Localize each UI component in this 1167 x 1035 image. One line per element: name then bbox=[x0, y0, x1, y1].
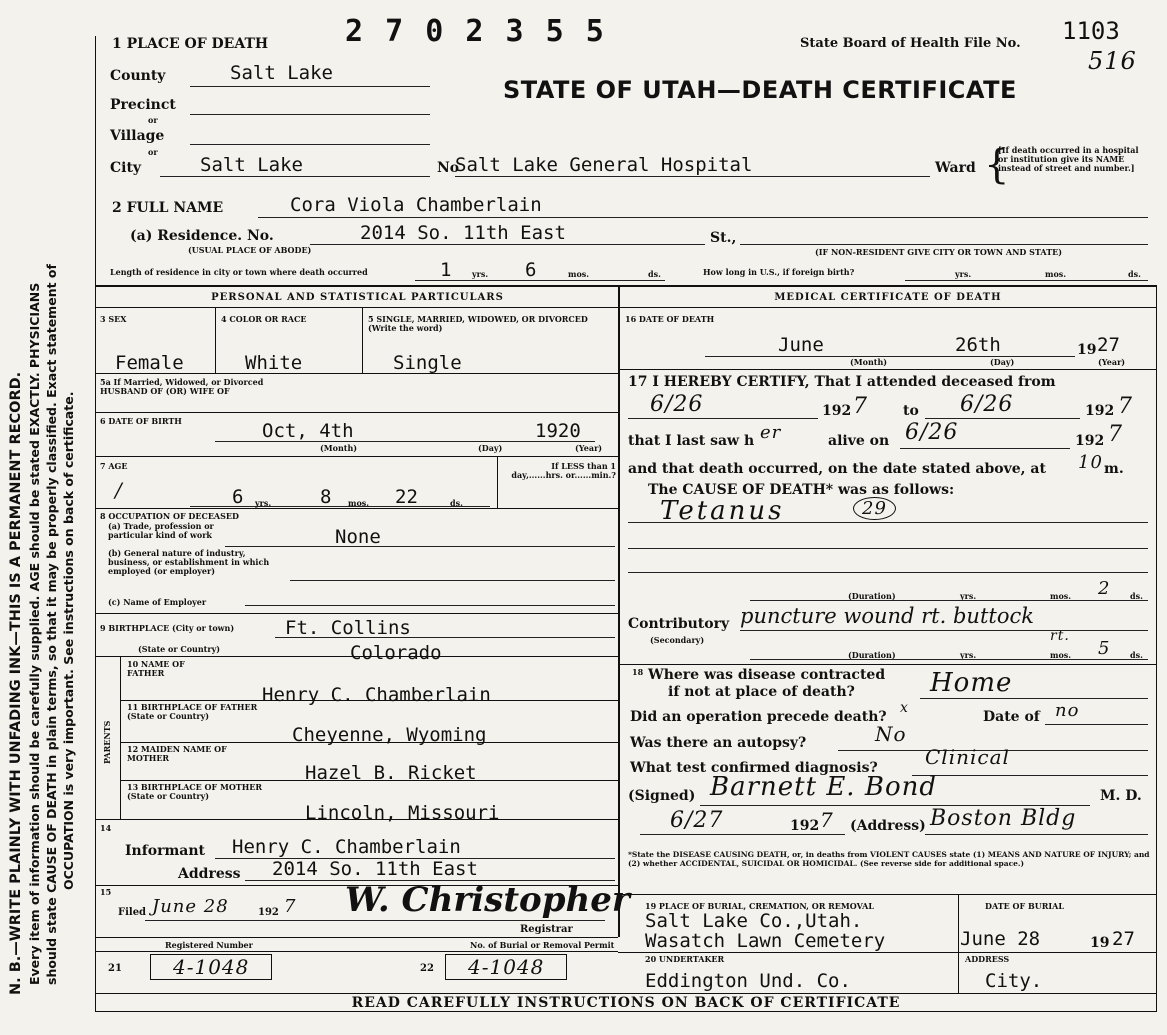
row-rule-1 bbox=[95, 373, 618, 374]
burial-date-label: DATE OF BURIAL bbox=[985, 901, 1064, 911]
duration-mos-1: mos. bbox=[1050, 591, 1072, 601]
nonres-note: (IF NON-RESIDENT GIVE CITY OR TOWN AND STATE) bbox=[815, 247, 1063, 257]
date-of-value: no bbox=[1055, 700, 1080, 721]
how-long-ds: ds. bbox=[1128, 269, 1141, 279]
hospital-value: Salt Lake General Hospital bbox=[455, 154, 753, 176]
full-name-label: 2 FULL NAME bbox=[112, 200, 224, 216]
outer-right-border bbox=[1156, 285, 1157, 1011]
footer-instructions: READ CAREFULLY INSTRUCTIONS ON BACK OF CERTIFICATE bbox=[351, 995, 901, 1011]
occupation-label: 8 OCCUPATION OF DECEASED bbox=[100, 511, 239, 521]
residence-value: 2014 So. 11th East bbox=[360, 222, 566, 244]
alive-date: 6/26 bbox=[905, 420, 959, 445]
autopsy-value: No bbox=[875, 722, 907, 746]
last-saw-hw: er bbox=[760, 422, 782, 443]
last-saw-label: that I last saw h bbox=[628, 433, 755, 449]
full-name-value: Cora Viola Chamberlain bbox=[290, 194, 542, 216]
address-line bbox=[925, 834, 1148, 835]
alive-on-label: alive on bbox=[828, 433, 890, 449]
med-rule-5 bbox=[95, 993, 1157, 994]
to-year: 7 bbox=[1118, 394, 1133, 419]
med-rule-2 bbox=[618, 664, 1157, 665]
contributory-value: puncture wound rt. buttock bbox=[740, 604, 1034, 628]
side-warning-line1: N. B.—WRITE PLAINLY WITH UNFADING INK—THIS IS A PERMANENT RECORD. bbox=[8, 371, 24, 995]
date-of-label: Date of bbox=[983, 709, 1040, 725]
test-line bbox=[912, 775, 1148, 776]
burial-date: June 28 bbox=[960, 928, 1041, 950]
signed-year: 7 bbox=[820, 808, 834, 832]
birthplace-city: Ft. Collins bbox=[285, 617, 411, 639]
item-15: 15 bbox=[100, 887, 112, 897]
color-divider bbox=[362, 307, 363, 373]
how-long-label: How long in U.S., if foreign birth? bbox=[703, 267, 855, 277]
operation-mark: x bbox=[900, 700, 909, 716]
color-value: White bbox=[245, 352, 303, 374]
where-value: Home bbox=[930, 668, 1013, 698]
dob-line bbox=[215, 441, 595, 442]
birthplace-state: Colorado bbox=[350, 642, 442, 664]
sex-value: Female bbox=[115, 352, 184, 374]
informant-value: Henry C. Chamberlain bbox=[232, 836, 461, 858]
attended-to: 6/26 bbox=[960, 392, 1014, 417]
city-value: Salt Lake bbox=[200, 154, 303, 176]
alive-year: 7 bbox=[1108, 422, 1123, 447]
outer-bottom-border bbox=[95, 1011, 1157, 1012]
age-check: / bbox=[115, 478, 123, 502]
burial-label: 19 PLACE OF BURIAL, CREMATION, OR REMOVAL bbox=[645, 901, 875, 911]
ward-label: Ward bbox=[935, 160, 976, 176]
md-label: M. D. bbox=[1100, 788, 1142, 804]
city-line bbox=[160, 176, 430, 177]
duration-value-1: 2 bbox=[1098, 578, 1111, 599]
from-year: 7 bbox=[853, 394, 868, 419]
duration-label-2: (Duration) bbox=[848, 650, 896, 660]
address-value: Boston Bldg bbox=[930, 806, 1077, 831]
county-line bbox=[190, 86, 430, 87]
contributory-line bbox=[740, 630, 1148, 631]
employer-label: (c) Name of Employer bbox=[108, 597, 207, 607]
how-long-line bbox=[905, 280, 1148, 281]
to-year-prefix: 192 bbox=[1085, 403, 1115, 419]
no-label: No bbox=[437, 160, 460, 176]
dob-label: 6 DATE OF BIRTH bbox=[100, 416, 182, 426]
cause-code: 29 bbox=[853, 497, 896, 520]
parents-label: PARENTS bbox=[102, 720, 112, 764]
length-mos-value: 6 bbox=[525, 259, 537, 281]
duration-value-2: 5 bbox=[1098, 638, 1111, 659]
city-label: City bbox=[110, 160, 142, 176]
age-mos-label: mos. bbox=[348, 498, 370, 508]
from-year-prefix: 192 bbox=[822, 403, 852, 419]
informant-label: Informant bbox=[125, 843, 205, 859]
row-rule-4 bbox=[95, 508, 618, 509]
age-yrs: 6 bbox=[232, 486, 244, 508]
ward-bracket: { bbox=[984, 142, 1010, 188]
undertaker-address-label: ADDRESS bbox=[965, 954, 1010, 964]
death-year: 27 bbox=[1097, 334, 1120, 356]
duration-yrs-1: yrs. bbox=[960, 591, 977, 601]
death-month: June bbox=[778, 334, 824, 356]
where-contracted-label: Where was disease contracted bbox=[648, 667, 886, 683]
residence-line bbox=[310, 244, 705, 245]
attended-from: 6/26 bbox=[650, 392, 704, 417]
heading-rule-left bbox=[95, 307, 618, 308]
birthplace-line bbox=[275, 637, 615, 638]
section-center-rule bbox=[618, 285, 620, 937]
father-label: 10 NAME OF FATHER bbox=[127, 659, 185, 678]
death-occurred-label: and that death occurred, on the date stated above, at bbox=[628, 461, 1046, 477]
dob-year: 1920 bbox=[535, 420, 581, 442]
color-label: 4 COLOR OR RACE bbox=[221, 314, 307, 324]
precinct-line bbox=[190, 114, 430, 115]
village-line bbox=[190, 144, 430, 145]
row-rule-5 bbox=[95, 613, 618, 614]
precinct-label: Precinct bbox=[110, 97, 176, 113]
length-line bbox=[415, 280, 665, 281]
county-label: County bbox=[110, 68, 166, 84]
county-value: Salt Lake bbox=[230, 62, 333, 84]
filed-year-prefix: 192 bbox=[258, 907, 279, 918]
side-warning-line2: Every item of information should be carefully supplied. AGE should be stated EXACTLY. PHYSICIANS bbox=[27, 282, 42, 985]
contributory-value-2: rt. bbox=[1050, 628, 1070, 644]
cause-label: The CAUSE OF DEATH* was as follows: bbox=[648, 482, 955, 498]
death-month-sub: (Month) bbox=[850, 357, 888, 367]
signed-year-prefix: 192 bbox=[790, 818, 820, 834]
item-18: 18 bbox=[632, 667, 644, 677]
age-mos: 8 bbox=[320, 486, 332, 508]
row-rule-10 bbox=[95, 819, 618, 820]
file-number: 1103 bbox=[1062, 17, 1120, 45]
death-time-suffix: m. bbox=[1104, 461, 1124, 477]
length-label: Length of residence in city or town where death occurred bbox=[110, 267, 368, 277]
or-label-1: or bbox=[148, 115, 158, 125]
age-label: 7 AGE bbox=[100, 461, 128, 471]
signed-label: (Signed) bbox=[628, 788, 696, 804]
to-label: to bbox=[903, 403, 919, 419]
filed-date: June 28 bbox=[152, 896, 229, 917]
signed-date: 6/27 bbox=[670, 808, 724, 833]
row-rule-2 bbox=[95, 412, 618, 413]
place-of-death-label: 1 PLACE OF DEATH bbox=[112, 36, 269, 52]
sex-divider bbox=[215, 307, 216, 373]
informant-address: 2014 So. 11th East bbox=[272, 858, 478, 880]
cause-value: Tetanus bbox=[660, 496, 785, 526]
signed-value: Barnett E. Bond bbox=[710, 772, 937, 802]
burial-year-prefix: 19 bbox=[1090, 935, 1110, 951]
permit-label: No. of Burial or Removal Permit bbox=[470, 940, 615, 950]
undertaker-value: Eddington Und. Co. bbox=[645, 970, 851, 992]
registrar-signature: W. Christopher bbox=[345, 880, 630, 920]
dob-year-sub: (Year) bbox=[575, 443, 603, 453]
secondary-label: (Secondary) bbox=[650, 635, 705, 645]
registrar-label: Registrar bbox=[520, 924, 573, 935]
death-year-prefix: 19 bbox=[1077, 342, 1097, 358]
occupation-b-line bbox=[290, 580, 615, 581]
attended-to-line bbox=[925, 418, 1080, 419]
row-rule-13 bbox=[95, 951, 618, 952]
permit-value: 4-1048 bbox=[445, 954, 567, 980]
marital-label: 5 SINGLE, MARRIED, WIDOWED, OR DIVORCED (Write the word) bbox=[368, 314, 588, 333]
father-bp-label: 11 BIRTHPLACE OF FATHER (State or Country) bbox=[127, 702, 258, 721]
reg-num-label: Registered Number bbox=[165, 940, 253, 950]
ward-note: [If death occurred in a hospital or institution give its NAME instead of street and number.] bbox=[998, 145, 1139, 173]
occupation-b: (b) General nature of industry, business, or establishment in which employed (or employer) bbox=[108, 548, 270, 576]
date-of-line bbox=[1045, 724, 1148, 725]
burial-place-1: Salt Lake Co.,Utah. bbox=[645, 910, 863, 932]
duration-line-1 bbox=[750, 600, 1148, 601]
filed-line bbox=[145, 920, 605, 921]
husband-label: 5a If Married, Widowed, or Divorced HUSBAND OF (OR) WIFE OF bbox=[100, 377, 264, 396]
certificate-title: STATE OF UTAH—DEATH CERTIFICATE bbox=[503, 76, 1017, 104]
duration-yrs-2: yrs. bbox=[960, 650, 977, 660]
row-rule-6 bbox=[95, 656, 618, 657]
dob-day-sub: (Day) bbox=[478, 443, 503, 453]
cause-line-1 bbox=[628, 522, 1148, 523]
file-number-handwritten: 516 bbox=[1088, 47, 1137, 75]
signed-date-line bbox=[640, 834, 845, 835]
length-yrs-value: 1 bbox=[440, 259, 452, 281]
undertaker-label: 20 UNDERTAKER bbox=[645, 954, 725, 964]
how-long-mos: mos. bbox=[1045, 269, 1067, 279]
less-than-label: If LESS than 1 day,......hrs. or......min.? bbox=[511, 461, 616, 480]
employer-line bbox=[245, 605, 615, 606]
medical-heading: MEDICAL CERTIFICATE OF DEATH bbox=[774, 292, 1002, 303]
mother-bp-value: Lincoln, Missouri bbox=[305, 802, 500, 824]
filed-label: Filed bbox=[118, 907, 147, 918]
med-rule-4 bbox=[618, 952, 1157, 953]
death-day-sub: (Day) bbox=[990, 357, 1015, 367]
death-day: 26th bbox=[955, 334, 1001, 356]
birthplace-state-label: (State or Country) bbox=[138, 644, 221, 654]
address-label: (Address) bbox=[850, 818, 926, 834]
death-year-sub: (Year) bbox=[1098, 357, 1126, 367]
village-label: Village bbox=[110, 128, 165, 144]
duration-ds-1: ds. bbox=[1130, 591, 1143, 601]
death-date-line bbox=[705, 356, 1075, 357]
informant-address-label: Address bbox=[178, 866, 241, 882]
row-rule-3 bbox=[95, 456, 618, 457]
section-top-rule bbox=[95, 285, 1157, 287]
how-long-yrs: yrs. bbox=[955, 269, 972, 279]
duration-ds-2: ds. bbox=[1130, 650, 1143, 660]
row-rule-7 bbox=[120, 700, 618, 701]
mother-value: Hazel B. Ricket bbox=[305, 762, 477, 784]
sex-label: 3 SEX bbox=[100, 314, 127, 324]
duration-label-1: (Duration) bbox=[848, 591, 896, 601]
alive-line bbox=[900, 448, 1070, 449]
file-number-label: State Board of Health File No. bbox=[800, 36, 1021, 51]
test-value: Clinical bbox=[925, 745, 1010, 769]
where-line bbox=[920, 698, 1148, 699]
cause-line-3 bbox=[628, 572, 1148, 573]
duration-mos-2: mos. bbox=[1050, 650, 1072, 660]
med-rule-1 bbox=[618, 369, 1157, 370]
residence-label: (a) Residence. No. bbox=[130, 228, 274, 244]
father-value: Henry C. Chamberlain bbox=[262, 684, 491, 706]
length-ds: ds. bbox=[648, 269, 661, 279]
dob-month-day: Oct, 4th bbox=[262, 420, 354, 442]
cause-line-2 bbox=[628, 548, 1148, 549]
burial-year: 27 bbox=[1112, 928, 1135, 950]
parents-divider bbox=[120, 656, 121, 819]
row-rule-12 bbox=[95, 937, 618, 938]
death-time: 10 bbox=[1078, 452, 1103, 473]
age-line bbox=[190, 506, 490, 507]
hospital-line bbox=[455, 176, 930, 177]
if-not-label: if not at place of death? bbox=[668, 684, 855, 700]
or-label-2: or bbox=[148, 147, 158, 157]
length-yrs: yrs. bbox=[472, 269, 489, 279]
nonres-line bbox=[740, 244, 1148, 245]
undertaker-address: City. bbox=[985, 970, 1043, 992]
med-rule-3 bbox=[618, 894, 1157, 895]
birthplace-label: 9 BIRTHPLACE (City or town) bbox=[100, 623, 235, 633]
reg-num-value: 4-1048 bbox=[150, 954, 272, 980]
dob-month-sub: (Month) bbox=[320, 443, 358, 453]
duration-line-2 bbox=[750, 659, 1148, 660]
operation-label: Did an operation precede death? bbox=[630, 709, 887, 725]
occupation-a: (a) Trade, profession or particular kind of work bbox=[108, 521, 214, 540]
side-warning-line3: should state CAUSE OF DEATH in plain terms, so that it may be properly classified. Exact statement of bbox=[44, 264, 59, 985]
heading-rule-right bbox=[618, 307, 1157, 308]
father-bp-value: Cheyenne, Wyoming bbox=[292, 724, 487, 746]
row-rule-9 bbox=[120, 780, 618, 781]
burial-place-2: Wasatch Lawn Cemetery bbox=[645, 930, 886, 952]
item-22: 22 bbox=[420, 963, 434, 974]
footnote: *State the DISEASE CAUSING DEATH, or, in deaths from VIOLENT CAUSES state (1) MEANS AND NATURE OF INJURY; and (2) whether ACCIDENTAL, SUICIDAL OR HOMICIDAL. (See reverse side for additional space.) bbox=[628, 850, 1150, 868]
marital-value: Single bbox=[393, 352, 462, 374]
residence-sub: (USUAL PLACE OF ABODE) bbox=[188, 245, 312, 255]
contributory-label: Contributory bbox=[628, 616, 730, 632]
outer-left-border bbox=[95, 36, 96, 1011]
mother-label: 12 MAIDEN NAME OF MOTHER bbox=[127, 744, 227, 763]
test-label: What test confirmed diagnosis? bbox=[630, 760, 878, 776]
age-ds-label: ds. bbox=[450, 498, 463, 508]
alive-year-prefix: 192 bbox=[1075, 433, 1105, 449]
length-mos: mos. bbox=[568, 269, 590, 279]
serial-number: 2 7 0 2 3 5 5 bbox=[345, 14, 606, 49]
occupation-line bbox=[225, 546, 615, 547]
row-rule-8 bbox=[120, 742, 618, 743]
age-divider bbox=[497, 456, 498, 508]
death-date-label: 16 DATE OF DEATH bbox=[625, 314, 715, 324]
side-warning-line4: OCCUPATION is very important. See instructions on back of certificate. bbox=[61, 391, 76, 890]
autopsy-label: Was there an autopsy? bbox=[630, 735, 807, 751]
burial-divider bbox=[958, 894, 959, 994]
age-yrs-label: yrs. bbox=[255, 498, 272, 508]
mother-bp-label: 13 BIRTHPLACE OF MOTHER (State or Country) bbox=[127, 782, 263, 801]
certify-label: 17 I HEREBY CERTIFY, That I attended deceased from bbox=[628, 374, 1056, 390]
filed-year: 7 bbox=[284, 896, 297, 917]
item-21: 21 bbox=[108, 963, 122, 974]
st-label: St., bbox=[710, 230, 737, 246]
personal-heading: PERSONAL AND STATISTICAL PARTICULARS bbox=[211, 292, 504, 303]
full-name-line bbox=[258, 217, 1148, 218]
occupation-value: None bbox=[335, 526, 381, 548]
age-ds: 22 bbox=[395, 486, 418, 508]
attended-from-line bbox=[628, 418, 818, 419]
item-14: 14 bbox=[100, 823, 112, 833]
